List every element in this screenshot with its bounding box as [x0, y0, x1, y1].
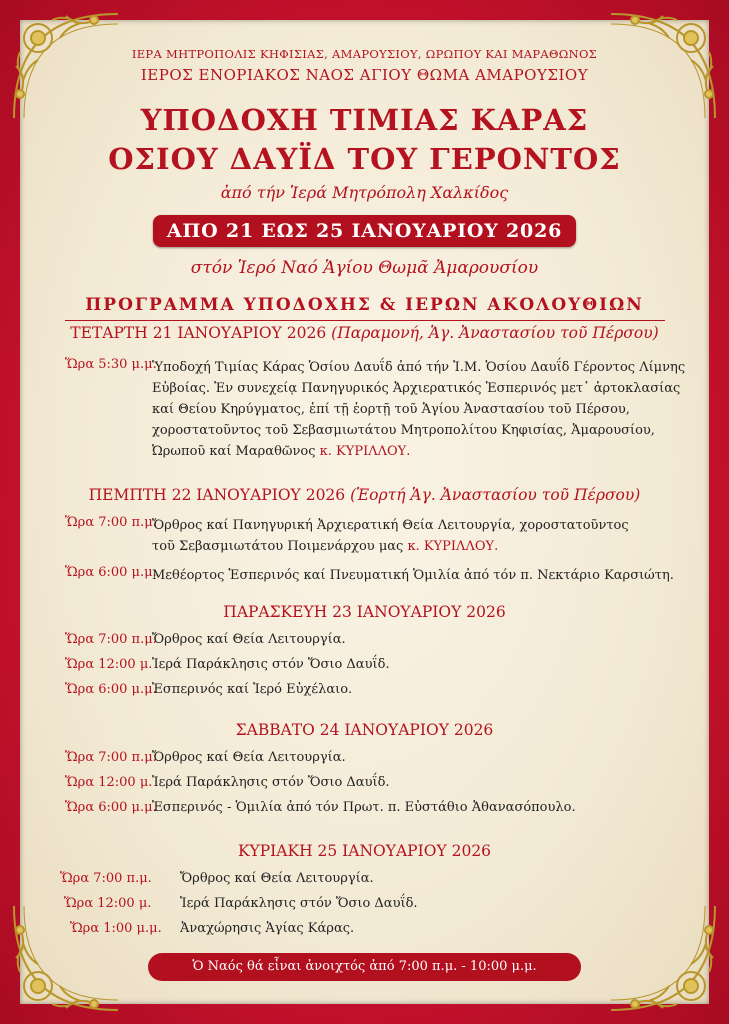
day-title: ΠΕΜΠΤΗ 22 ΙΑΝΟΥΑΡΙΟΥ 2026: [88, 486, 346, 504]
day-title: ΤΕΤΑΡΤΗ 21 ΙΑΝΟΥΑΡΙΟΥ 2026: [70, 324, 327, 342]
program-divider: [65, 320, 665, 321]
event-time: Ὥρα 7:00 π.μ.: [65, 515, 157, 530]
date-banner: ΑΠΟ 21 ΕΩΣ 25 ΙΑΝΟΥΑΡΙΟΥ 2026: [153, 215, 576, 247]
event-description: Ὄρθρος καί Θεία Λειτουργία.: [180, 871, 374, 886]
event-time: Ὥρα 7:00 π.μ.: [65, 750, 157, 765]
corner-ornament-icon: [603, 898, 723, 1018]
event-description: Ἱερά Παράκλησις στόν Ὅσιο Δαυΐδ.: [152, 657, 390, 672]
event-time: Ὥρα 7:00 π.μ.: [65, 632, 157, 647]
event-time: Ὥρα 7:00 π.μ.: [60, 871, 152, 886]
event-description: Ἱερά Παράκλησις στόν Ὅσιο Δαυΐδ.: [152, 775, 390, 790]
title-line-2: ΟΣΙΟΥ ΔΑΥΪΔ ΤΟΥ ΓΕΡΟΝΤΟΣ: [108, 142, 621, 176]
church-subtitle: στόν Ἱερό Ναό Ἁγίου Θωμᾶ Ἀμαρουσίου: [190, 258, 539, 278]
event-description: Ἑσπερινός - Ὁμιλία ἀπό τόν Πρωτ. π. Εὐστάθιο Ἀθανασόπουλο.: [152, 800, 576, 815]
day-heading: [0, 324, 729, 342]
origin-subtitle: ἀπό τήν Ἱερά Μητρόπολη Χαλκίδος: [220, 183, 509, 202]
corner-ornament-icon: [6, 898, 126, 1018]
event-time: Ὥρα 1:00 μ.μ.: [70, 921, 162, 936]
program-heading: ΠΡΟΓΡΑΜΜΑ ΥΠΟΔΟΧΗΣ & ΙΕΡΩΝ ΑΚΟΛΟΥΘΙΩΝ: [85, 295, 644, 315]
event-time: Ὥρα 6:00 μ.μ.: [65, 682, 157, 697]
event-description: Ὑποδοχή Τιμίας Κάρας Ὁσίου Δαυΐδ ἀπό τήν Ἱ.Μ. Ὁσίου Δαυΐδ Γέροντος Λίμνης Εὐβοίας. Ἐν συνεχείᾳ Πανηγυρικός Ἀρχιερατικός Ἑσπερινός μετ᾽ ἀρτοκλασίας καί Θείου Κηρύγματος, ἐπί τῇ ἑορτῇ τοῦ Ἁγίου Ἀναστασίου τοῦ Πέρσου, χοροστατοῦντος τοῦ Σεβασμιωτάτου Μητροπολίτου Κηφισίας, Ἀμαρουσίου, Ὠρωποῦ καί Μαραθῶνος κ. ΚΥΡΙΛΛΟΥ.: [152, 360, 686, 459]
event-description: Ἱερά Παράκλησις στόν Ὅσιο Δαυΐδ.: [180, 896, 418, 911]
event-description: Μεθέορτος Ἑσπερινός καί Πνευματική Ὁμιλία ἀπό τόν π. Νεκτάριο Καρσιώτη.: [152, 568, 674, 583]
event-time: Ὥρα 6:00 μ.μ.: [65, 800, 157, 815]
opening-hours-banner: Ὁ Ναός θά εἶναι ἀνοιχτός ἀπό 7:00 π.μ. - 10:00 μ.μ.: [148, 953, 581, 981]
event-time: Ὥρα 12:00 μ.: [65, 775, 153, 790]
title-line-1: ΥΠΟΔΟΧΗ ΤΙΜΙΑΣ ΚΑΡΑΣ: [140, 103, 589, 137]
event-description: Ὄρθρος καί Θεία Λειτουργία.: [152, 750, 346, 765]
event-time: Ὥρα 6:00 μ.μ.: [65, 565, 157, 580]
day-heading: ΣΑΒΒΑΤΟ 24 ΙΑΝΟΥΑΡΙΟΥ 2026: [235, 721, 494, 739]
event-description: Ἑσπερινός καί Ἱερό Εὐχέλαιο.: [152, 682, 353, 697]
event-time: Ὥρα 12:00 μ.: [65, 657, 153, 672]
parish-heading: ΙΕΡΟΣ ΕΝΟΡΙΑΚΟΣ ΝΑΟΣ ΑΓΙΟΥ ΘΩΜΑ ΑΜΑΡΟΥΣΙΟΥ: [140, 66, 589, 84]
day-note: (Παραμονή, Ἁγ. Ἀναστασίου τοῦ Πέρσου): [331, 324, 659, 342]
day-heading: ΚΥΡΙΑΚΗ 25 ΙΑΝΟΥΑΡΙΟΥ 2026: [237, 842, 492, 860]
event-description: Ὄρθρος καί Θεία Λειτουργία.: [152, 632, 346, 647]
event-time: Ὥρα 12:00 μ.: [64, 896, 152, 911]
event-description: Ἀναχώρησις Ἁγίας Κάρας.: [180, 921, 355, 936]
day-heading: [0, 486, 729, 504]
event-description: Ὄρθρος καί Πανηγυρική Ἀρχιερατική Θεία Λειτουργία, χοροστατοῦντος τοῦ Σεβασμιωτάτου Ποιμενάρχου μας κ. ΚΥΡΙΛΛΟΥ.: [152, 518, 629, 554]
day-note: (Ἑορτή Ἁγ. Ἀναστασίου τοῦ Πέρσου): [350, 486, 641, 504]
event-time: Ὥρα 5:30 μ.μ.: [65, 357, 157, 372]
metropolis-heading: ΙΕΡΑ ΜΗΤΡΟΠΟΛΙΣ ΚΗΦΙΣΙΑΣ, ΑΜΑΡΟΥΣΙΟΥ, ΩΡΩΠΟΥ ΚΑΙ ΜΑΡΑΘΩΝΟΣ: [131, 47, 598, 61]
day-heading: ΠΑΡΑΣΚΕΥΗ 23 ΙΑΝΟΥΑΡΙΟΥ 2026: [223, 603, 506, 621]
